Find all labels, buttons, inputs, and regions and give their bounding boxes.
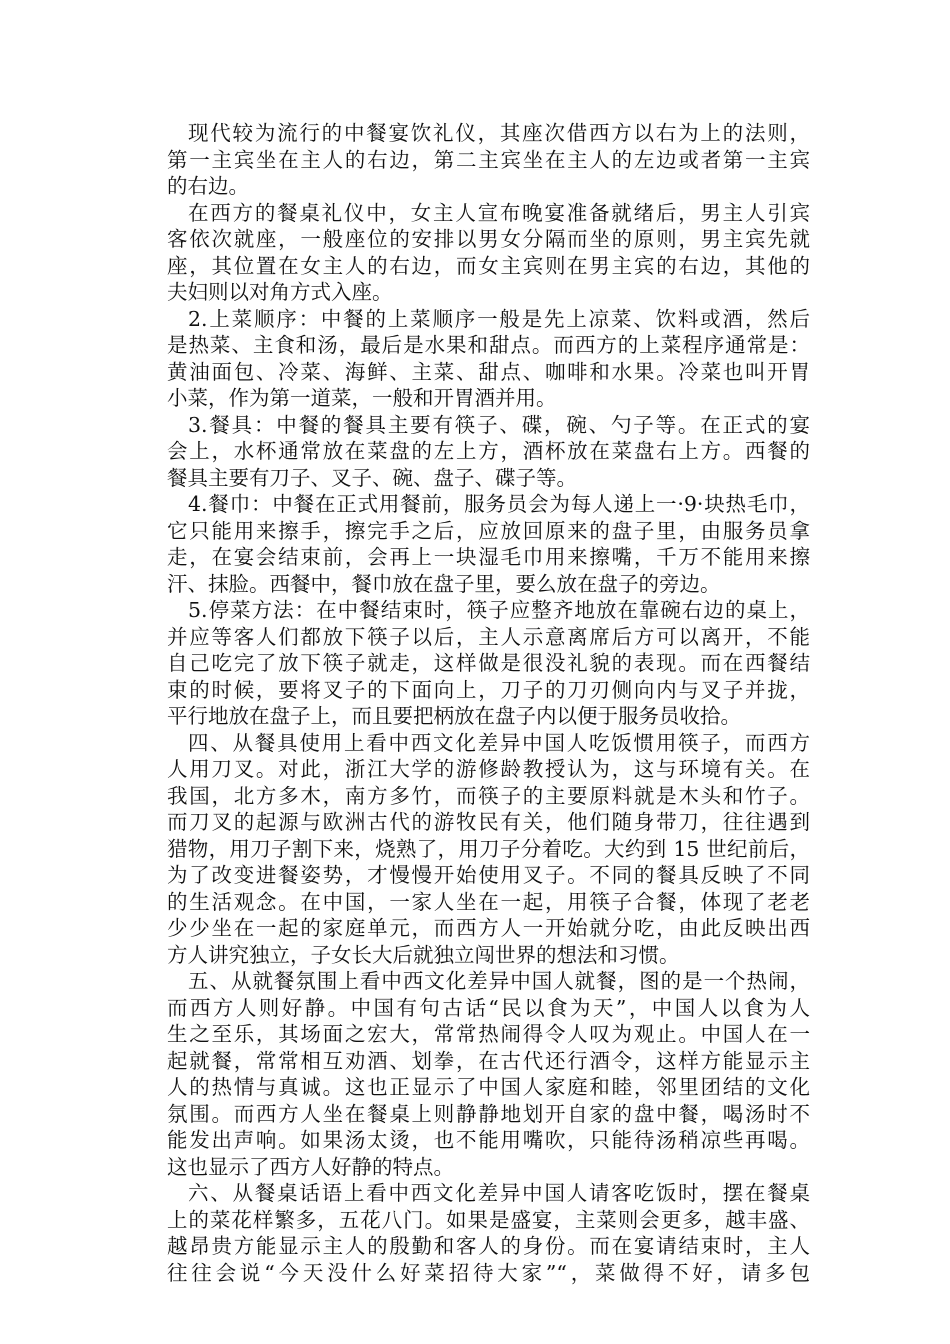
text-line: 这也显示了西方人好静的特点。 [167, 1154, 454, 1179]
text-line: 方人讲究独立，子女长大后就独立闯世界的想法和习惯。 [167, 942, 680, 967]
text-line: 汗、抹脸。西餐中，餐巾放在盘子里，要么放在盘子的旁边。 [167, 571, 721, 596]
text-line: 4.餐巾：中餐在正式用餐前，服务员会为每人递上一·9·块热毛巾， [188, 492, 810, 516]
paragraph [146, 968, 810, 1180]
text-line: 越昂贵方能显示主人的殷勤和客人的身份。而在宴请结束时，主人 [167, 1234, 810, 1258]
text-line: 第一主宾坐在主人的右边，第二主宾坐在主人的左边或者第一主宾 [167, 147, 810, 172]
text-line: 而刀叉的起源与欧洲古代的游牧民有关，他们随身带刀，往往遇到 [167, 810, 810, 834]
text-line: 夫妇则以对角方式入座。 [167, 280, 393, 304]
text-line: 束的时候，要将叉子的下面向上，刀子的刀刃侧向内与叉子并拢， [167, 677, 810, 702]
text-line: 是热菜、主食和汤，最后是水果和甜点。而西方的上菜程序通常是： [167, 333, 810, 357]
document-body [146, 120, 810, 1286]
paragraph [146, 306, 810, 412]
paragraph [146, 491, 810, 597]
paragraph [146, 412, 810, 492]
text-line: 走，在宴会结束前，会再上一块湿毛巾用来擦嘴，千万不能用来擦 [167, 545, 810, 569]
text-line: 猎物，用刀子割下来，烧熟了，用刀子分着吃。大约到 15 世纪前后， [167, 836, 810, 861]
text-line: 而西方人则好静。中国有句古话“民以食为天”，中国人以食为人 [167, 995, 810, 1020]
text-line: 会上，水杯通常放在菜盘的左上方，酒杯放在菜盘右上方。西餐的 [167, 439, 810, 463]
paragraph [146, 597, 810, 730]
text-line: 往往会说“今天没什么好菜招待大家”“，菜做得不好，请多包 [167, 1260, 810, 1285]
text-line: 2.上菜顺序：中餐的上菜顺序一般是先上凉菜、饮料或酒，然后 [188, 306, 810, 331]
text-line: 它只能用来擦手，擦完手之后，应放回原来的盘子里，由服务员拿 [167, 518, 810, 543]
paragraph [146, 120, 810, 200]
text-line: 座，其位置在女主人的右边，而女主宾则在男主宾的右边，其他的 [167, 253, 810, 278]
text-line: 的右边。 [167, 174, 249, 198]
text-line: 并应等客人们都放下筷子以后，主人示意离席后方可以离开，不能 [167, 624, 810, 649]
text-line: 的生活观念。在中国，一家人坐在一起，用筷子合餐，体现了老老 [167, 889, 810, 914]
text-line: 平行地放在盘子上，而且要把柄放在盘子内以便于服务员收拾。 [167, 704, 741, 728]
paragraph [146, 200, 810, 306]
text-line: 六、从餐桌话语上看中西文化差异中国人请客吃饭时，摆在餐桌 [188, 1181, 810, 1205]
text-line: 氛围。而西方人坐在餐桌上则静静地划开自家的盘中餐，喝汤时不 [167, 1101, 810, 1126]
text-line: 人的热情与真诚。这也正显示了中国人家庭和睦，邻里团结的文化 [167, 1075, 810, 1099]
text-line: 我国，北方多木，南方多竹，而筷子的主要原料就是木头和竹子。 [167, 783, 810, 808]
text-line: 在西方的餐桌礼仪中，女主人宣布晚宴准备就绪后，男主人引宾 [188, 200, 810, 225]
text-line: 黄油面包、冷菜、海鲜、主菜、甜点、咖啡和水果。冷菜也叫开胃 [167, 359, 810, 384]
text-line: 为了改变进餐姿势，才慢慢开始使用叉子。不同的餐具反映了不同 [167, 863, 810, 887]
paragraph [146, 730, 810, 969]
text-line: 五、从就餐氛围上看中西文化差异中国人就餐，图的是一个热闹， [188, 969, 810, 993]
text-line: 小菜，作为第一道菜，一般和开胃酒并用。 [167, 386, 557, 410]
text-line: 5.停菜方法：在中餐结束时，筷子应整齐地放在靠碗右边的桌上， [188, 598, 810, 622]
text-line: 客依次就座，一般座位的安排以男女分隔而坐的原则，男主宾先就 [167, 227, 810, 251]
text-line: 能发出声响。如果汤太烫，也不能用嘴吹，只能待汤稍凉些再喝。 [167, 1128, 810, 1152]
text-line: 餐具主要有刀子、叉子、碗、盘子、碟子等。 [167, 465, 577, 490]
text-line: 3.餐具：中餐的餐具主要有筷子、碟，碗、勺子等。在正式的宴 [188, 412, 810, 437]
paragraph [146, 1180, 810, 1286]
text-line: 起就餐，常常相互劝酒、划拳，在古代还行酒令，这样方能显示主 [167, 1048, 810, 1073]
text-line: 人用刀叉。对此，浙江大学的游修龄教授认为，这与环境有关。在 [167, 757, 810, 781]
text-line: 现代较为流行的中餐宴饮礼仪，其座次借西方以右为上的法则， [188, 121, 810, 145]
text-line: 自己吃完了放下筷子就走，这样做是很没礼貌的表现。而在西餐结 [167, 651, 810, 675]
text-line: 四、从餐具使用上看中西文化差异中国人吃饭惯用筷子，而西方 [188, 730, 810, 755]
text-line: 上的菜花样繁多，五花八门。如果是盛宴，主菜则会更多，越丰盛、 [167, 1207, 810, 1232]
text-line: 生之至乐，其场面之宏大，常常热闹得令人叹为观止。中国人在一 [167, 1022, 810, 1046]
text-line: 少少坐在一起的家庭单元，而西方人一开始就分吃，由此反映出西 [167, 916, 810, 940]
